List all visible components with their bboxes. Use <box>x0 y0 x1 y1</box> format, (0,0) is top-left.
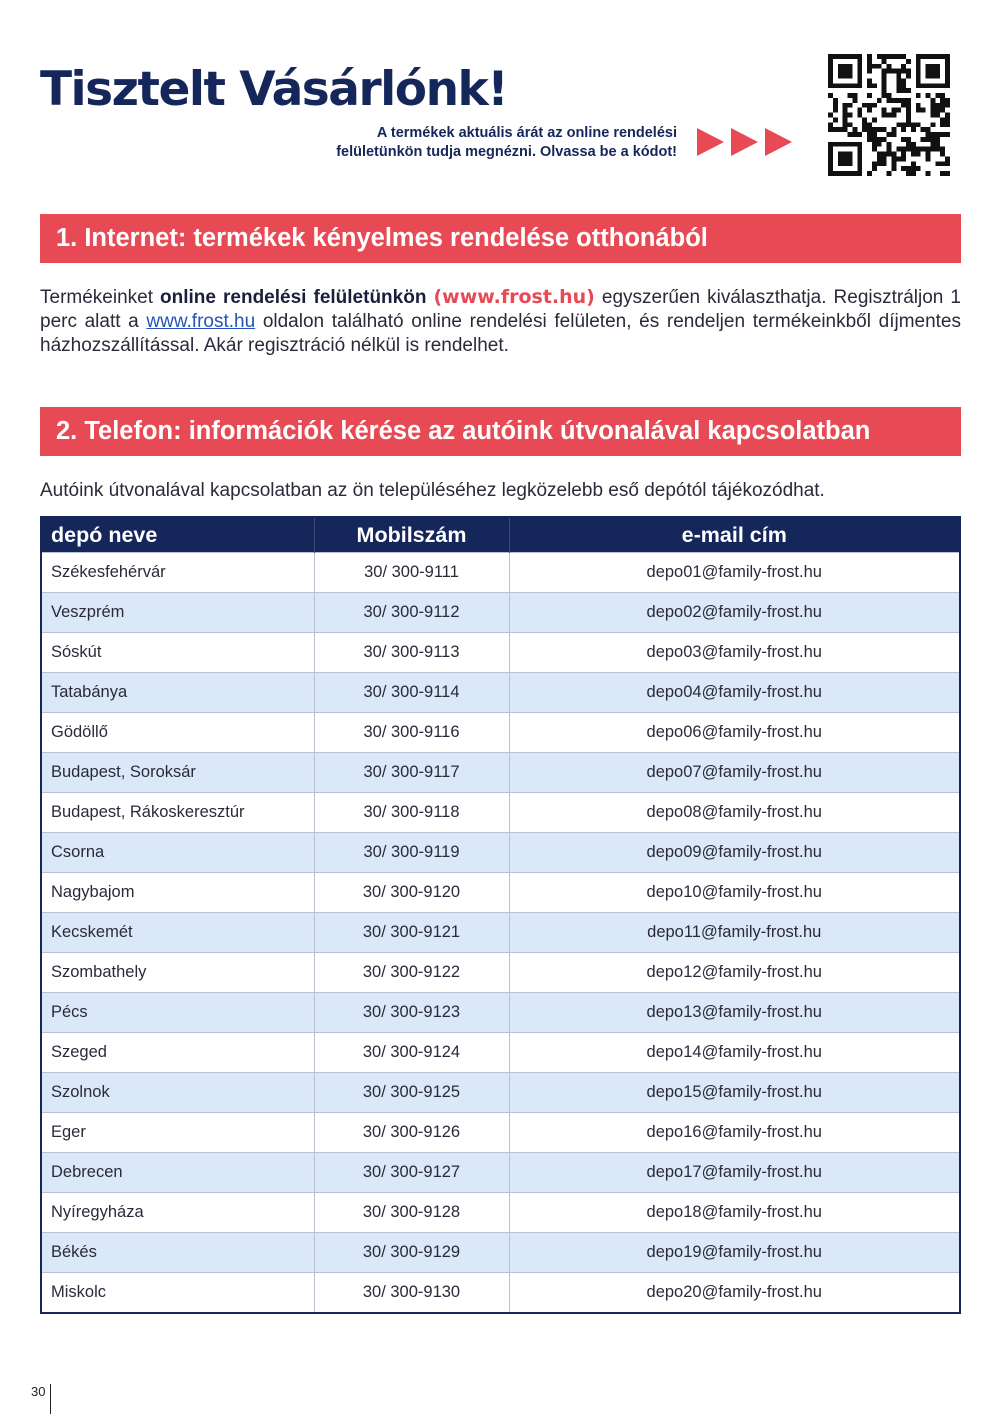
qr-instruction-line-1: A termékek aktuális árát az online rendelési <box>376 125 677 141</box>
section-2-intro: Autóink útvonalával kapcsolatban az ön településéhez legközelebb eső depótól tájékozódhat. <box>40 480 825 501</box>
depot-phone[interactable]: 30/ 300-9125 <box>314 1073 509 1113</box>
depot-name: Nyíregyháza <box>41 1193 314 1233</box>
section-1-text-b: egyszerűen kiválaszthatja. Regisztráljon 1 perc alatt a <box>40 287 961 332</box>
depot-phone[interactable]: 30/ 300-9117 <box>314 753 509 793</box>
depot-phone[interactable]: 30/ 300-9113 <box>314 633 509 673</box>
page-number-divider <box>50 1384 51 1414</box>
table-row <box>41 713 960 753</box>
table-header-row <box>41 517 960 553</box>
depot-name: Tatabánya <box>41 673 314 713</box>
table-row <box>41 873 960 913</box>
depot-name: Budapest, Soroksár <box>41 753 314 793</box>
table-row <box>41 1153 960 1193</box>
table-row <box>41 1033 960 1073</box>
depot-email[interactable]: depo08@family-frost.hu <box>509 793 960 833</box>
table-row <box>41 753 960 793</box>
table-row <box>41 1233 960 1273</box>
qr-instruction-line-2: felületünkön tudja megnézni. Olvassa be a kódot! <box>336 144 677 160</box>
depot-email[interactable]: depo06@family-frost.hu <box>509 713 960 753</box>
table-row <box>41 993 960 1033</box>
table-row <box>41 1113 960 1153</box>
depot-name: Gödöllő <box>41 713 314 753</box>
section-1-text <box>40 285 961 358</box>
depot-email[interactable]: depo11@family-frost.hu <box>509 913 960 953</box>
brand-paren-open: ( <box>433 286 443 308</box>
brand-url[interactable]: www.frost.hu <box>442 286 587 308</box>
depot-phone[interactable]: 30/ 300-9128 <box>314 1193 509 1233</box>
qr-code-icon[interactable] <box>828 54 950 176</box>
depot-email[interactable]: depo02@family-frost.hu <box>509 593 960 633</box>
depot-phone[interactable]: 30/ 300-9126 <box>314 1113 509 1153</box>
brand-paren-close: ) <box>586 286 595 308</box>
table-row <box>41 1273 960 1314</box>
depot-email[interactable]: depo13@family-frost.hu <box>509 993 960 1033</box>
depot-email[interactable]: depo12@family-frost.hu <box>509 953 960 993</box>
table-row <box>41 553 960 593</box>
depot-name: Pécs <box>41 993 314 1033</box>
depot-email[interactable]: depo15@family-frost.hu <box>509 1073 960 1113</box>
depot-phone[interactable]: 30/ 300-9129 <box>314 1233 509 1273</box>
depot-email[interactable]: depo10@family-frost.hu <box>509 873 960 913</box>
depot-name: Szolnok <box>41 1073 314 1113</box>
depot-phone[interactable]: 30/ 300-9112 <box>314 593 509 633</box>
depot-name: Sóskút <box>41 633 314 673</box>
depot-phone[interactable]: 30/ 300-9119 <box>314 833 509 873</box>
depot-email[interactable]: depo20@family-frost.hu <box>509 1273 960 1314</box>
section-1-bold-text: online rendelési felületünkön <box>160 287 434 308</box>
depot-phone[interactable]: 30/ 300-9111 <box>314 553 509 593</box>
depot-phone[interactable]: 30/ 300-9118 <box>314 793 509 833</box>
depot-name: Veszprém <box>41 593 314 633</box>
depot-phone[interactable]: 30/ 300-9114 <box>314 673 509 713</box>
depot-name: Nagybajom <box>41 873 314 913</box>
triple-play-arrow-icon <box>697 128 793 156</box>
depot-phone[interactable]: 30/ 300-9130 <box>314 1273 509 1314</box>
section-1-heading: 1. Internet: termékek kényelmes rendelése otthonából <box>40 214 961 263</box>
depot-phone[interactable]: 30/ 300-9124 <box>314 1033 509 1073</box>
depot-phone[interactable]: 30/ 300-9121 <box>314 913 509 953</box>
depot-email[interactable]: depo09@family-frost.hu <box>509 833 960 873</box>
website-link[interactable]: www.frost.hu <box>146 311 256 332</box>
depot-email[interactable]: depo03@family-frost.hu <box>509 633 960 673</box>
page-number: 30 <box>31 1384 46 1399</box>
table-row <box>41 673 960 713</box>
depot-email[interactable]: depo14@family-frost.hu <box>509 1033 960 1073</box>
depot-email[interactable]: depo19@family-frost.hu <box>509 1233 960 1273</box>
depot-name: Budapest, Rákoskeresztúr <box>41 793 314 833</box>
header-email: e-mail cím <box>509 517 960 553</box>
table-row <box>41 1193 960 1233</box>
section-1-text-c: oldalon található online rendelési felületen, és rendeljen termékeinkből díjmentes házhozszállítással. Akár regisztráció nélkül is rendelhet. <box>40 311 961 356</box>
depot-email[interactable]: depo07@family-frost.hu <box>509 753 960 793</box>
table-row <box>41 953 960 993</box>
depot-phone[interactable]: 30/ 300-9120 <box>314 873 509 913</box>
depot-email[interactable]: depo16@family-frost.hu <box>509 1113 960 1153</box>
depot-phone[interactable]: 30/ 300-9116 <box>314 713 509 753</box>
depot-name: Miskolc <box>41 1273 314 1314</box>
page-title: Tisztelt Vásárlónk! <box>40 62 508 117</box>
depot-phone[interactable]: 30/ 300-9127 <box>314 1153 509 1193</box>
depot-phone[interactable]: 30/ 300-9122 <box>314 953 509 993</box>
depot-name: Szeged <box>41 1033 314 1073</box>
depot-name: Csorna <box>41 833 314 873</box>
depot-email[interactable]: depo18@family-frost.hu <box>509 1193 960 1233</box>
depot-email[interactable]: depo01@family-frost.hu <box>509 553 960 593</box>
depot-name: Szombathely <box>41 953 314 993</box>
section-1-text-a: Termékeinket <box>40 287 161 308</box>
table-row <box>41 1073 960 1113</box>
qr-instruction <box>257 124 677 162</box>
depot-table <box>40 516 961 1314</box>
depot-name: Székesfehérvár <box>41 553 314 593</box>
depot-phone[interactable]: 30/ 300-9123 <box>314 993 509 1033</box>
depot-name: Eger <box>41 1113 314 1153</box>
table-row <box>41 633 960 673</box>
depot-email[interactable]: depo17@family-frost.hu <box>509 1153 960 1193</box>
header-mobile: Mobilszám <box>314 517 509 553</box>
table-row <box>41 913 960 953</box>
table-row <box>41 593 960 633</box>
depot-name: Békés <box>41 1233 314 1273</box>
depot-name: Debrecen <box>41 1153 314 1193</box>
table-row <box>41 793 960 833</box>
depot-email[interactable]: depo04@family-frost.hu <box>509 673 960 713</box>
depot-name: Kecskemét <box>41 913 314 953</box>
section-2-heading: 2. Telefon: információk kérése az autóink útvonalával kapcsolatban <box>40 407 961 456</box>
header-depot-name: depó neve <box>41 517 314 553</box>
table-row <box>41 833 960 873</box>
